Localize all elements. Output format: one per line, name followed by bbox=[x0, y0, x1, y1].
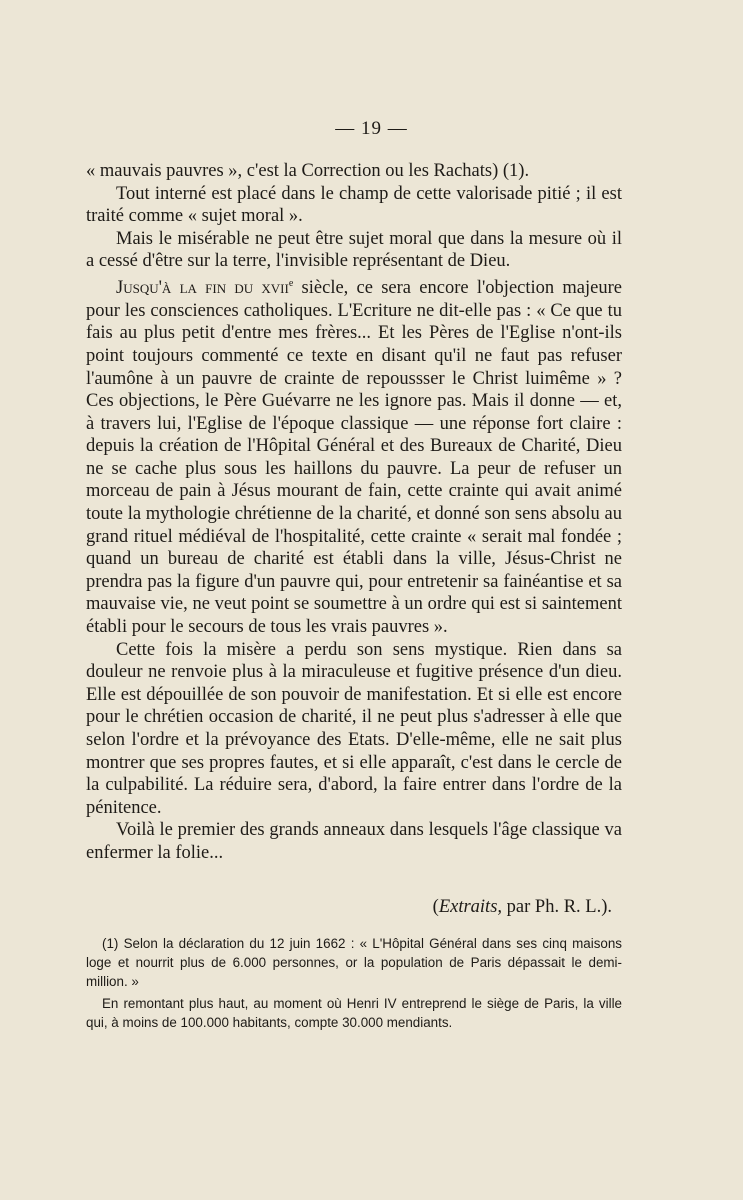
signature-extraits: Extraits, bbox=[438, 897, 503, 917]
footnote-2: En remontant plus haut, au moment où Henri IV entreprend le siège de Paris, la ville qui, à moins de 100.000 habitants, compte 30.000 mendiants. bbox=[86, 996, 622, 1030]
paragraph-4 bbox=[86, 273, 622, 639]
paragraph-5: Cette fois la misère a perdu son sens mystique. Rien dans sa douleur ne renvoie plus à la miraculeuse et fugitive présence d'un dieu. Elle est dépouillée de son pouvoir de manifestation. Et si elle est encore pour le chrétien occasion de charité, il ne peut plus s'adresser à elle que selon l'ordre et la prévoyance des Etats. D'elle-même, elle ne sait plus montrer que ses propres fautes, et si elle apparaît, c'est dans le cercle de la culpabilité. La réduire sera, d'abord, la faire entrer dans l'ordre de la pénitence. bbox=[86, 639, 622, 818]
signature-author: par Ph. R. L.). bbox=[502, 897, 612, 917]
century-text: Jusqu'à la fin du xvii bbox=[116, 278, 289, 299]
signature bbox=[86, 897, 612, 918]
paragraph-1: « mauvais pauvres », c'est la Correction ou les Rachats) (1). bbox=[86, 161, 530, 181]
paragraph-4-text: siècle, ce sera encore l'objection majeure pour les consciences catholiques. L'Ecriture ne dit-elle pas : « Ce que tu fais au plus petit d'entre mes frères... Et les Pères de l'Eglise n'ont-ils point toujours commenté ce texte en disant qu'il ne faut pas refuser l'aumône à un pauvre de crainte de repoussser le Christ luimême » ? Ces objections, le Père Guévarre ne les ignore pas. Mais il donne — et, à travers lui, l'Eglise de l'époque classique — une réponse fort claire : depuis la création de l'Hôpital Général et des Bureaux de Charité, Dieu ne se cache plus sous les haillons du pauvre. La peur de refuser un morceau de pain à Jésus mourant de fain, cette crainte qui avait animé toute la mythologie chrétienne de la charité, et donné son sens absolu au grand rituel médiéval de l'hospitalité, cette crainte « serait mal fondée ; quand un bureau de charité est établi dans la ville, Jésus-Christ ne prendra pas la figure d'un pauvre qui, pour entretenir sa fainéantise et sa mauvaise vie, ne veut point se soumettre à un ordre qui est si saintement établi pour le secours de tous les vrais pauvres ». bbox=[86, 278, 622, 638]
century-superscript: e bbox=[288, 277, 294, 289]
paragraph-6: Voilà le premier des grands anneaux dans lesquels l'âge classique va enfermer la folie... bbox=[86, 820, 622, 863]
paragraph-2: Tout interné est placé dans le champ de cette valorisade pitié ; il est traité comme « sujet moral ». bbox=[86, 183, 622, 227]
body-text bbox=[86, 160, 622, 865]
footnote-1: (1) Selon la déclaration du 12 juin 1662 : « L'Hôpital Général dans ses cinq maisons loge et nourrit plus de 6.000 personnes, or la population de Paris dépassait le demi-million. » bbox=[86, 936, 622, 989]
footnotes bbox=[86, 934, 622, 1035]
page-number: — 19 — bbox=[335, 118, 408, 139]
signature-open: ( bbox=[432, 897, 439, 917]
paragraph-3: Mais le misérable ne peut être sujet moral que dans la mesure où il a cessé d'être sur la terre, l'invisible représentant de Dieu. bbox=[86, 228, 622, 272]
